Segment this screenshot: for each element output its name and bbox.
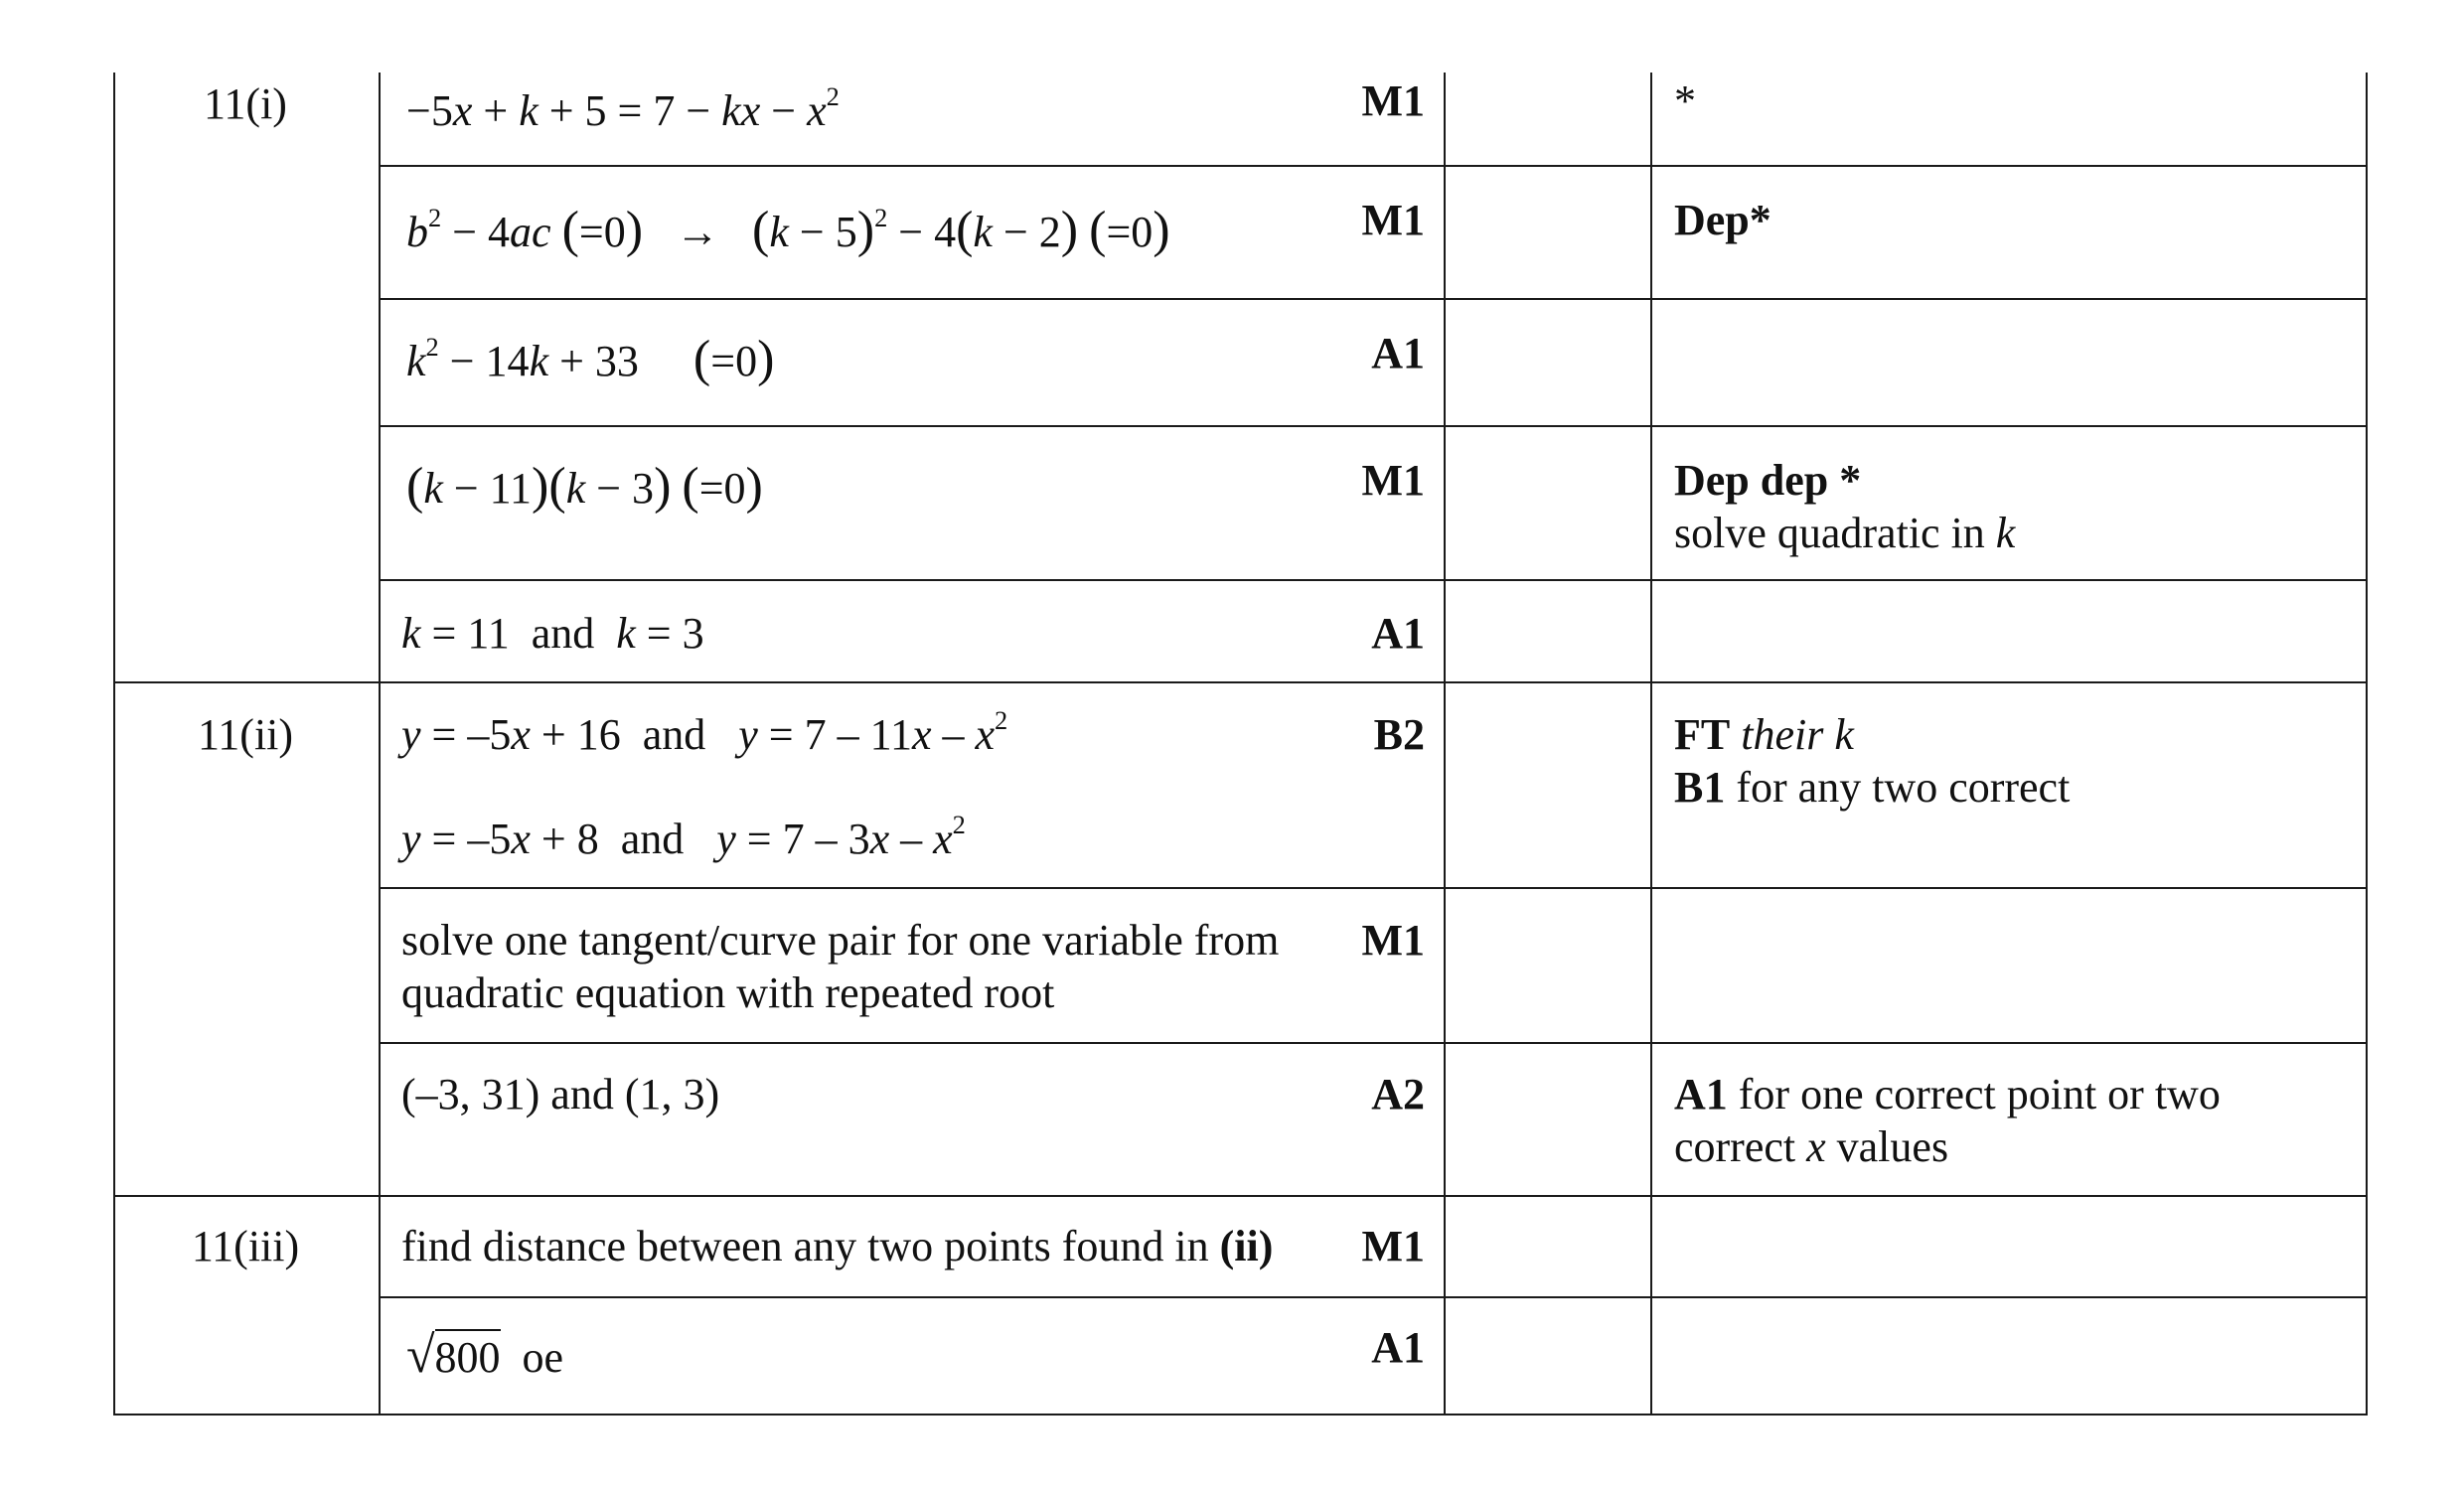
divider — [113, 1195, 2368, 1197]
radicand: 800 — [435, 1329, 501, 1382]
mark-scheme-table — [113, 73, 2368, 1416]
answer-text: −5x + k + 5 = 7 − kx − $x^2$ — [406, 81, 840, 135]
divider — [379, 298, 2368, 300]
divider — [379, 579, 2368, 581]
mark-code: A1 — [1371, 1323, 1425, 1372]
answer-text: solve one tangent/curve pair for one variable from — [401, 916, 1280, 965]
guidance-text: B1 for any two correct — [1674, 763, 2071, 812]
divider — [379, 1042, 2368, 1044]
question-label: 11(iii) — [191, 1222, 300, 1270]
answer-text: (–3, 31) and (1, 3) — [401, 1070, 720, 1118]
mark-code: M1 — [1361, 1222, 1425, 1270]
answer-text: √800 oe — [406, 1327, 564, 1384]
guidance-text: FT their k — [1674, 710, 1854, 759]
answer-text: (k − 11)(k − 3) (=0) — [406, 458, 763, 515]
guidance-text: correct x values — [1674, 1122, 1949, 1171]
divider — [379, 1296, 2368, 1298]
answer-text: $b^2 - 4ac$ $(=0) \to (k - 5)^2 - 4(k - 2)$ (=0) — [406, 202, 1170, 258]
mark-code: M1 — [1361, 456, 1425, 505]
divider — [379, 165, 2368, 167]
mark-code: A1 — [1371, 329, 1425, 377]
mark-code: A2 — [1371, 1070, 1425, 1118]
question-label: 11(i) — [204, 79, 287, 128]
answer-text: y = –5x + 16 and $y = 7 - 11x - x^2$ — [401, 705, 1008, 759]
mark-code: M1 — [1361, 76, 1425, 125]
divider — [1444, 73, 1446, 1416]
divider — [379, 887, 2368, 889]
question-label: 11(ii) — [197, 710, 294, 759]
divider — [379, 425, 2368, 427]
answer-text: quadratic equation with repeated root — [401, 968, 1055, 1017]
divider — [113, 1414, 2368, 1416]
sqrt-symbol: √ — [406, 1327, 435, 1384]
answer-text: find distance between any two points found in (ii) — [401, 1222, 1274, 1270]
guidance-text: A1 for one correct point or two — [1674, 1070, 2221, 1118]
guidance-text: solve quadratic in k — [1674, 509, 2016, 557]
mark-code: M1 — [1361, 196, 1425, 244]
mark-code: B2 — [1373, 710, 1425, 759]
divider — [379, 73, 381, 1416]
divider — [113, 681, 2368, 683]
answer-text: y = –5x + 8 and $y = 7 - 3x - x^2$ — [401, 810, 966, 863]
guidance-text: Dep dep * — [1674, 456, 1862, 505]
guidance-text: Dep* — [1674, 196, 1771, 244]
answer-text: k = 11 and k = 3 — [401, 609, 704, 658]
mark-code: A1 — [1371, 609, 1425, 658]
answer-text: $k^2 - 14k + 33$ (=0) — [406, 331, 775, 387]
guidance-text: * — [1674, 76, 1696, 125]
divider — [1650, 73, 1652, 1416]
mark-code: M1 — [1361, 916, 1425, 965]
divider — [2366, 73, 2368, 1416]
